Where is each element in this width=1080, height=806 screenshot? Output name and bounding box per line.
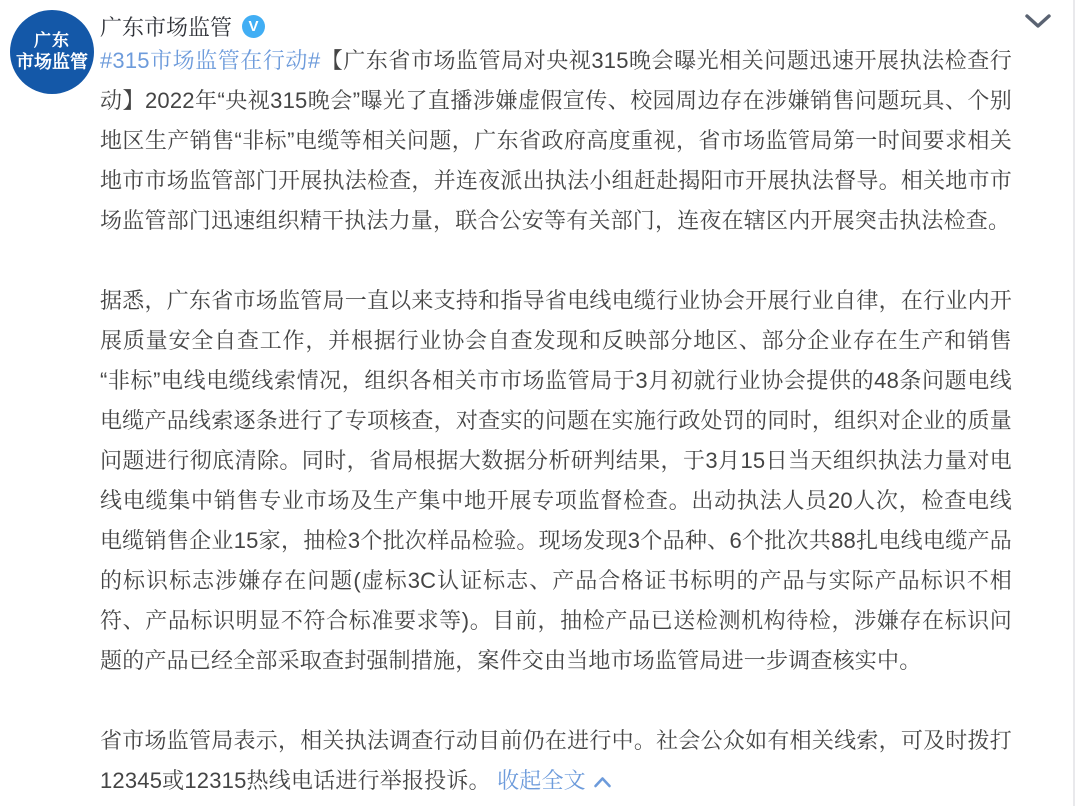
verified-badge-icon <box>242 15 265 38</box>
collapse-full-text-label: 收起全文 <box>497 768 586 793</box>
paragraph-1-text: 【广东省市场监管局对央视315晚会曝光相关问题迅速开展执法检查行动】2022年“央视315晚会”曝光了直播涉嫌虚假宣传、校园周边存在涉嫌销售问题玩具、个别地区生产销售“非标”电缆等相关问题，广东省政府高度重视，省市场监管局第一时间要求相关地市市场监管部门开展执法检查，并连夜派出执法小组赶赴揭阳市开展执法督导。相关地市市场监管部门迅速组织精干执法力量，联合公安等有关部门，连夜在辖区内开展突击执法检查。 <box>100 48 1013 233</box>
avatar-text-line2: 市场监管 <box>16 52 88 72</box>
chevron-down-icon[interactable] <box>1024 10 1052 32</box>
author-row <box>100 12 265 40</box>
paragraph-3-text: 省市场监管局表示，相关执法调查行动目前仍在进行中。社会公众如有相关线索，可及时拨打12345或12315热线电话进行举报投诉。 <box>100 728 1012 793</box>
collapse-full-text-link[interactable] <box>497 768 612 793</box>
author-name[interactable]: 广东市场监管 <box>100 14 233 40</box>
window-edge-divider <box>1073 0 1075 806</box>
avatar[interactable] <box>10 10 94 94</box>
hashtag-link[interactable]: #315市场监管在行动# <box>100 48 321 73</box>
paragraph <box>100 721 1012 801</box>
post-content <box>100 41 1012 801</box>
paragraph-2-text: 据悉，广东省市场监管局一直以来支持和指导省电线电缆行业协会开展行业自律，在行业内开展质量安全自查工作，并根据行业协会自查发现和反映部分地区、部分企业存在生产和销售“非标”电线电缆线索情况，组织各相关市市场监管局于3月初就行业协会提供的48条问题电线电缆产品线索逐条进行了专项核查，对查实的问题在实施行政处罚的同时，组织对企业的质量问题进行彻底清除。同时，省局根据大数据分析研判结果，于3月15日当天组织执法力量对电线电缆集中销售专业市场及生产集中地开展专项监督检查。出动执法人员20人次，检查电线电缆销售企业15家，抽检3个批次样品检验。现场发现3个品种、6个批次共88扎电线电缆产品的标识标志涉嫌存在问题(虚标3C认证标志、产品合格证书标明的产品与实际产品标识不相符、产品标识明显不符合标准要求等)。目前，抽检产品已送检测机构待检，涉嫌存在标识问题的产品已经全部采取查封强制措施，案件交由当地市场监管局进一步调查核实中。 <box>100 288 1012 673</box>
chevron-up-icon <box>593 775 612 789</box>
paragraph <box>100 281 1012 681</box>
paragraph <box>100 41 1012 241</box>
verified-badge-letter: V <box>248 17 259 35</box>
avatar-text-line1: 广东 <box>34 31 70 50</box>
